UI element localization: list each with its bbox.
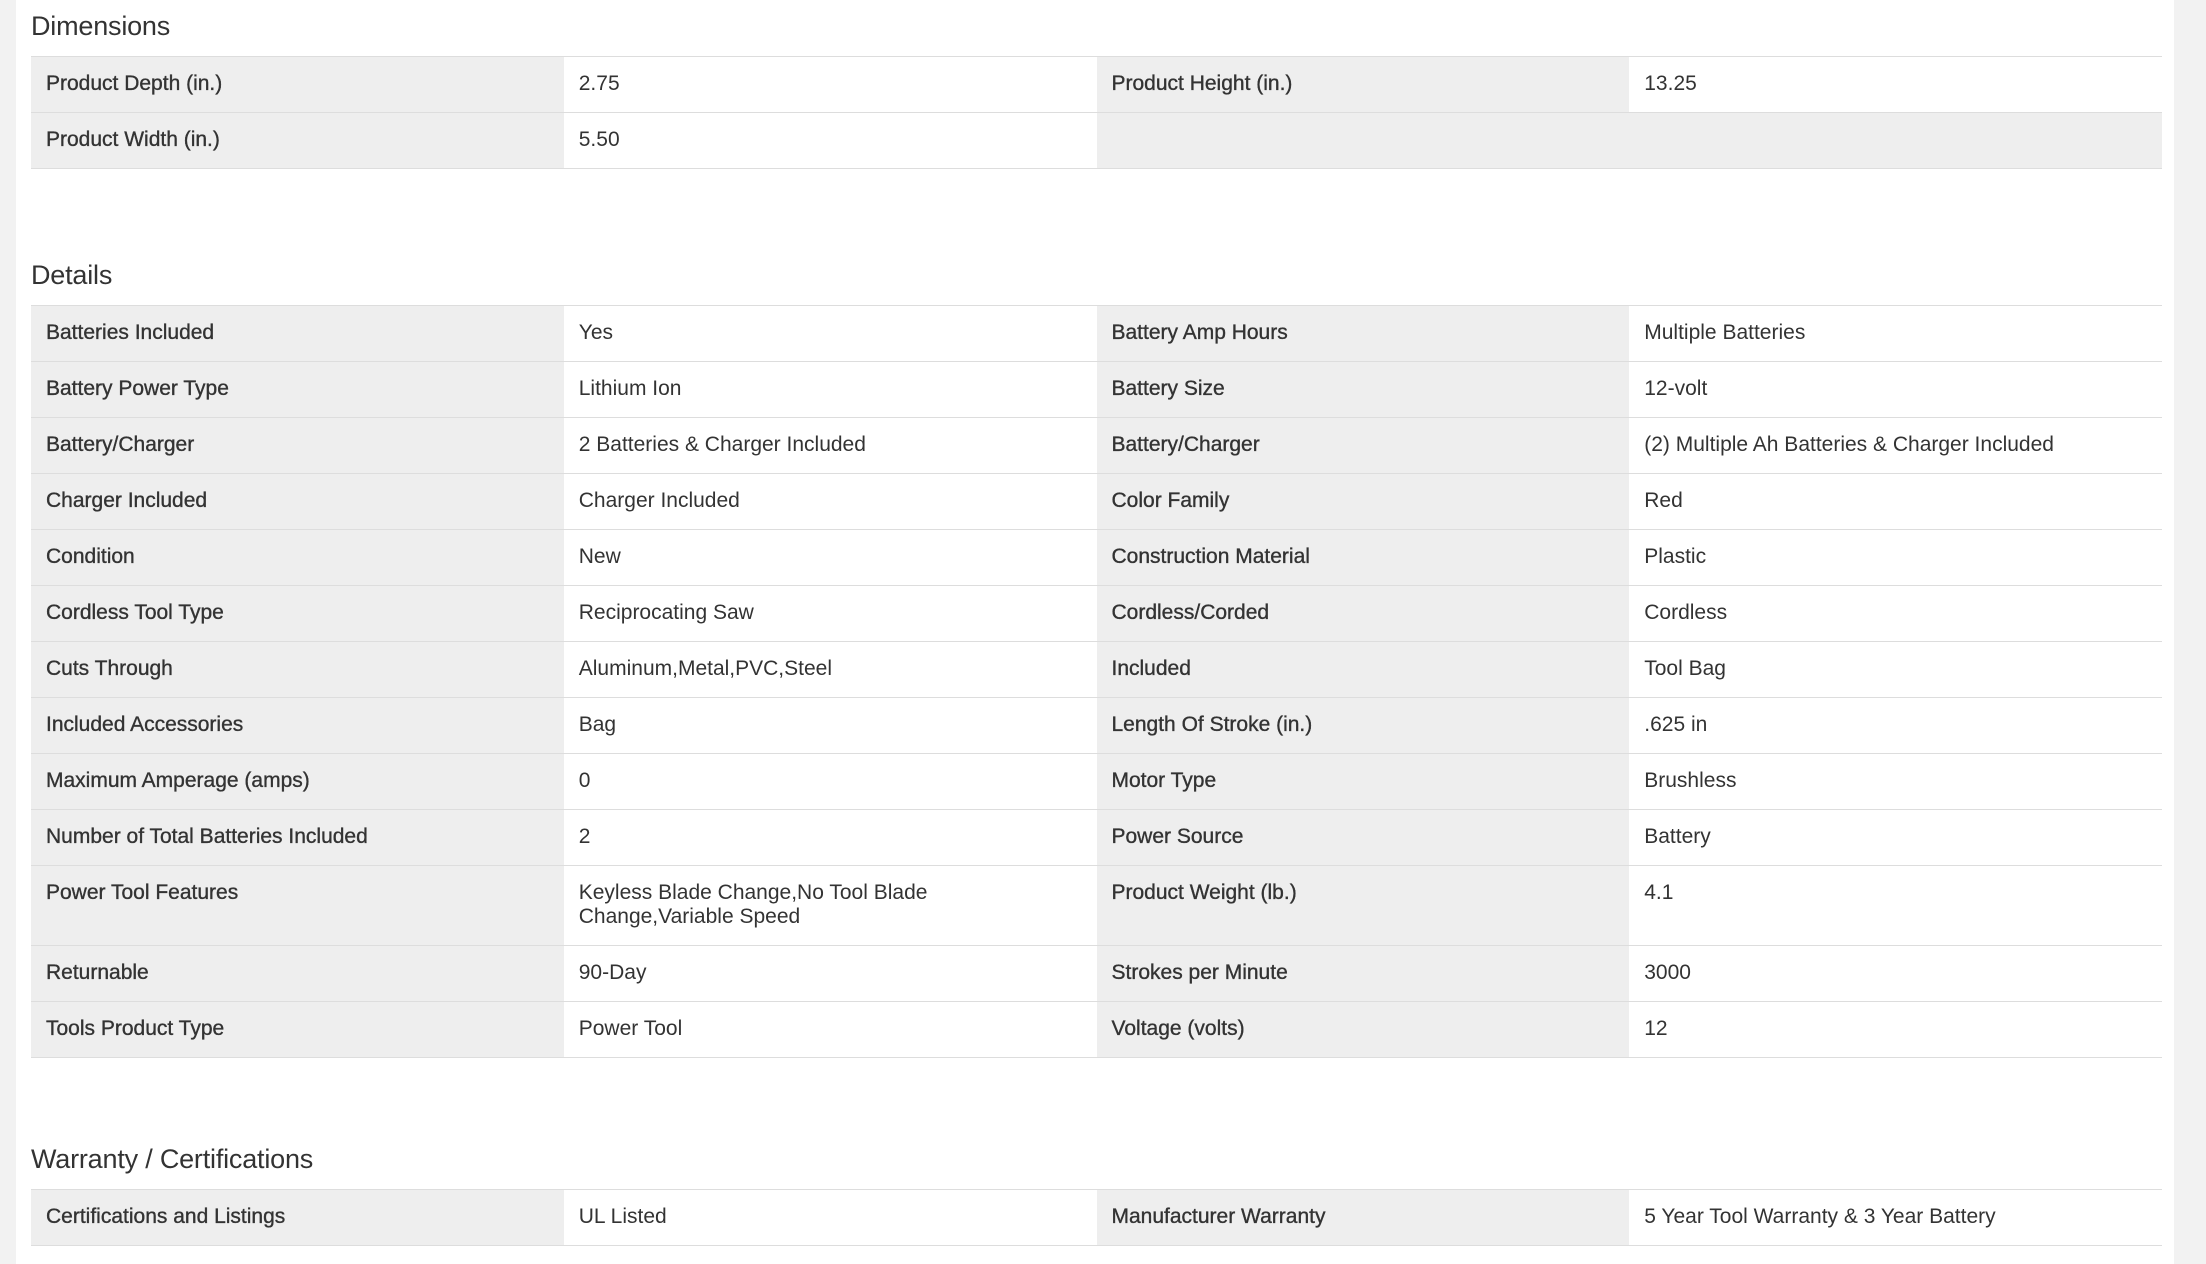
spec-value: Red: [1629, 474, 2162, 529]
section-title: Dimensions: [31, 11, 171, 41]
section-title: Details: [31, 260, 113, 290]
spec-label: Included: [1097, 642, 1630, 697]
spec-row: [31, 866, 2162, 946]
spec-value: Power Tool: [564, 1002, 1097, 1057]
spec-label: Voltage (volts): [1097, 1002, 1630, 1057]
spec-value: Keyless Blade Change,No Tool Blade Change,Variable Speed: [564, 866, 1097, 945]
spec-label: Color Family: [1097, 474, 1630, 529]
spec-label: Batteries Included: [31, 306, 564, 361]
spec-row: [31, 1002, 2162, 1058]
spec-value: Charger Included: [564, 474, 1097, 529]
specifications-panel: [16, 0, 2174, 1264]
spec-label: Construction Material: [1097, 530, 1630, 585]
spec-value: Yes: [564, 306, 1097, 361]
spec-label: Number of Total Batteries Included: [31, 810, 564, 865]
spec-label: Battery Size: [1097, 362, 1630, 417]
spec-value: 3000: [1629, 946, 2162, 1001]
spec-value: 12: [1629, 1002, 2162, 1057]
spec-label: Condition: [31, 530, 564, 585]
spec-row: [31, 946, 2162, 1002]
spec-table: [31, 1189, 2162, 1246]
spec-label: Product Width (in.): [31, 113, 564, 168]
spec-label: Certifications and Listings: [31, 1190, 564, 1245]
spec-value: Bag: [564, 698, 1097, 753]
dimensions-section: [31, 0, 2162, 169]
spec-table: [31, 56, 2162, 169]
spec-row: [31, 586, 2162, 642]
spec-label: Motor Type: [1097, 754, 1630, 809]
spec-row: [31, 362, 2162, 418]
spec-label: Battery Amp Hours: [1097, 306, 1630, 361]
spec-value: 2 Batteries & Charger Included: [564, 418, 1097, 473]
spec-label: Cordless/Corded: [1097, 586, 1630, 641]
spec-label: Product Depth (in.): [31, 57, 564, 112]
spec-row: [31, 306, 2162, 362]
spec-label: Cordless Tool Type: [31, 586, 564, 641]
spec-label: Power Tool Features: [31, 866, 564, 945]
spec-value: Brushless: [1629, 754, 2162, 809]
spec-row: [31, 418, 2162, 474]
spec-value: 12-volt: [1629, 362, 2162, 417]
spec-row: [31, 530, 2162, 586]
spec-label: Product Weight (lb.): [1097, 866, 1630, 945]
spec-value: 5.50: [564, 113, 1097, 168]
spec-label: Product Height (in.): [1097, 57, 1630, 112]
spec-value: .625 in: [1629, 698, 2162, 753]
spec-value: Lithium Ion: [564, 362, 1097, 417]
spec-row: [31, 642, 2162, 698]
spec-table: [31, 305, 2162, 1058]
spec-label: Tools Product Type: [31, 1002, 564, 1057]
section-title: Warranty / Certifications: [31, 1144, 314, 1174]
spec-label: Charger Included: [31, 474, 564, 529]
spec-value: 13.25: [1629, 57, 2162, 112]
details-section: [31, 249, 2162, 1058]
spec-row: [31, 698, 2162, 754]
spec-row: [31, 474, 2162, 530]
spec-label: Strokes per Minute: [1097, 946, 1630, 1001]
spec-label: Battery/Charger: [1097, 418, 1630, 473]
spec-value: UL Listed: [564, 1190, 1097, 1245]
spec-value: Reciprocating Saw: [564, 586, 1097, 641]
spec-value: 90-Day: [564, 946, 1097, 1001]
spec-value: 0: [564, 754, 1097, 809]
spec-value: (2) Multiple Ah Batteries & Charger Included: [1629, 418, 2162, 473]
spec-row: [31, 1190, 2162, 1246]
spec-value: 5 Year Tool Warranty & 3 Year Battery: [1629, 1190, 2162, 1245]
spec-value: 4.1: [1629, 866, 2162, 945]
spec-value: Tool Bag: [1629, 642, 2162, 697]
spec-label: Battery/Charger: [31, 418, 564, 473]
spec-value-empty: [1629, 113, 2162, 168]
spec-label: Battery Power Type: [31, 362, 564, 417]
spec-row: [31, 754, 2162, 810]
spec-value: Multiple Batteries: [1629, 306, 2162, 361]
spec-label-empty: [1097, 113, 1630, 168]
spec-label: Returnable: [31, 946, 564, 1001]
warranty-certifications-section: [31, 1133, 2162, 1246]
spec-row: [31, 113, 2162, 169]
spec-label: Manufacturer Warranty: [1097, 1190, 1630, 1245]
spec-value: 2.75: [564, 57, 1097, 112]
spec-value: Battery: [1629, 810, 2162, 865]
spec-label: Cuts Through: [31, 642, 564, 697]
spec-label: Maximum Amperage (amps): [31, 754, 564, 809]
spec-value: Plastic: [1629, 530, 2162, 585]
spec-label: Included Accessories: [31, 698, 564, 753]
spec-row: [31, 57, 2162, 113]
spec-value: 2: [564, 810, 1097, 865]
spec-label: Length Of Stroke (in.): [1097, 698, 1630, 753]
spec-label: Power Source: [1097, 810, 1630, 865]
spec-value: New: [564, 530, 1097, 585]
spec-row: [31, 810, 2162, 866]
spec-value: Aluminum,Metal,PVC,Steel: [564, 642, 1097, 697]
spec-value: Cordless: [1629, 586, 2162, 641]
